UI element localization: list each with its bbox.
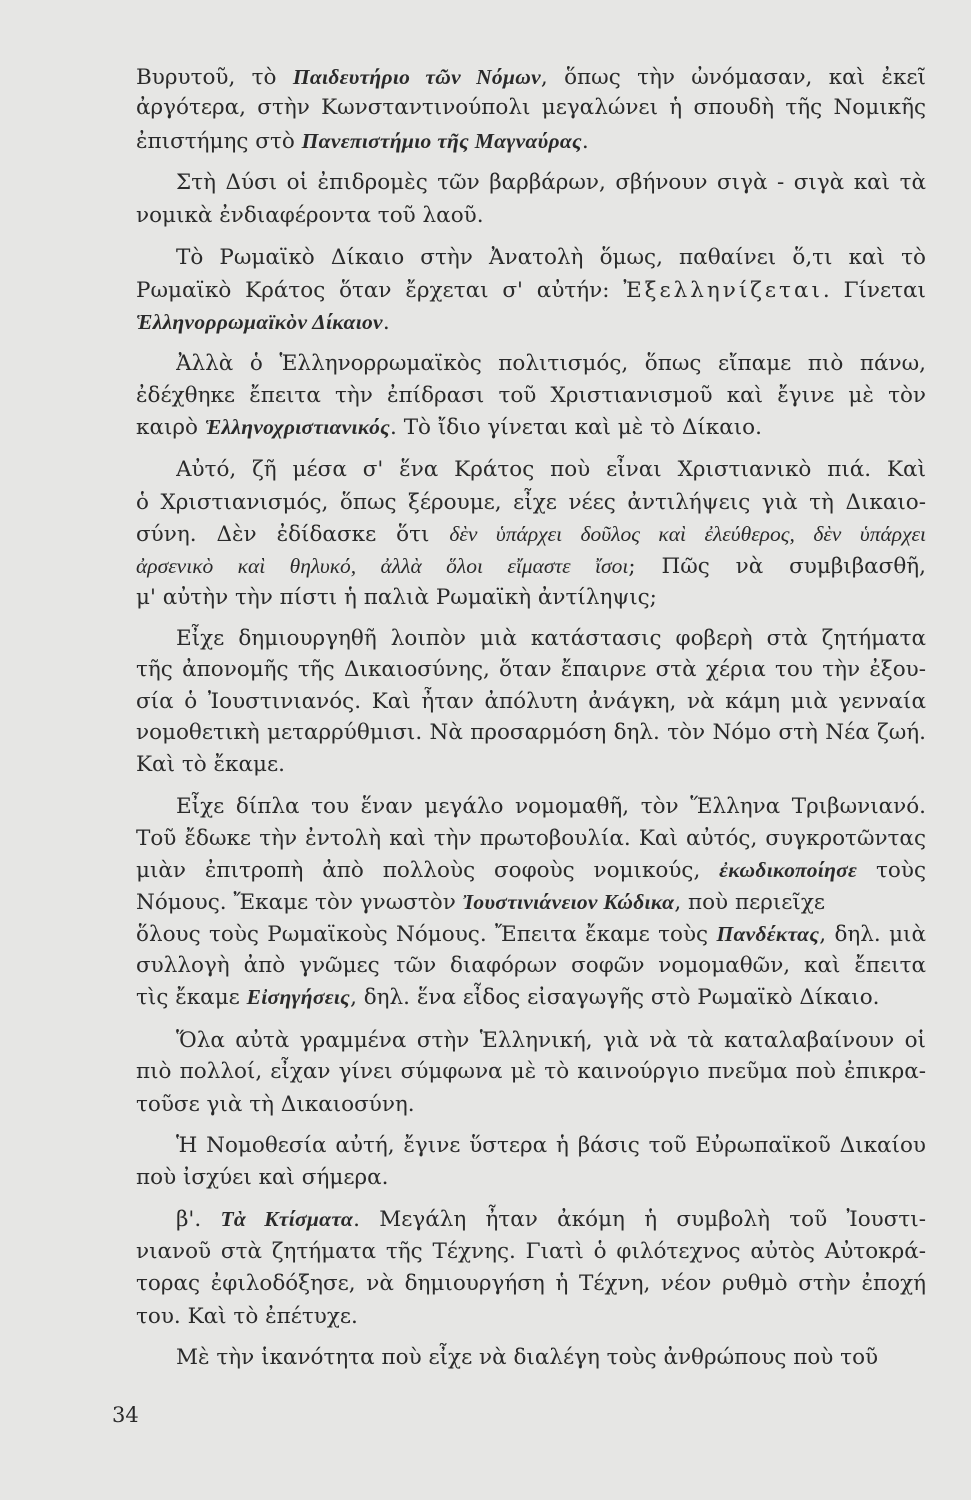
text-line <box>176 624 926 654</box>
text-segment: συλλογὴ ἀπὸ γνῶμες τῶν διαφόρων σοφῶν νομομαθῶν, καὶ ἔπειτα <box>136 953 926 978</box>
text-segment: νιανοῦ στὰ ζητήματα τῆς Τέχνης. Γιατὶ ὁ φιλότεχνος αὐτὸς Αὐτοκρά- <box>136 1239 926 1264</box>
text-line <box>136 1057 926 1087</box>
text-line <box>136 583 926 613</box>
text-segment: , ὅπως τὴν ὠνόμασαν, καὶ ἐκεῖ <box>540 65 926 90</box>
emphasized-text: ἐκωδικοποίησε <box>719 858 858 882</box>
text-line <box>136 551 926 582</box>
text-segment: Ἡ Νομοθεσία αὐτή, ἔγινε ὕστερα ἡ βάσις τοῦ Εὐρωπαϊκοῦ Δικαίου <box>176 1133 926 1158</box>
text-segment: ἐπιστήμης στὸ <box>136 129 302 154</box>
emphasized-text: Ἰουστινιάνειον Κώδικα <box>462 890 675 914</box>
text-line <box>136 887 926 918</box>
text-segment: Καὶ τὸ ἔκαμε. <box>136 752 285 777</box>
text-line <box>136 381 926 411</box>
text-segment: ; Πῶς νὰ συμβιβασθῆ, <box>628 554 926 579</box>
text-segment: νομοθετικὴ μεταρρύθμισι. Νὰ προσαρμόση δηλ. τὸν Νόμο στὴ Νέα ζωή. <box>136 720 926 745</box>
text-line <box>136 276 926 306</box>
text-segment: , ποὺ περιεῖχε <box>674 890 826 915</box>
text-segment: ὁ Χριστιανισμός, ὅπως ξέρουμε, εἶχε νέες ἀντιλήψεις γιὰ τὴ Δικαιο- <box>136 490 926 515</box>
text-segment: τῆς ἀπονομῆς τῆς Δικαιοσύνης, ὅταν ἔπαιρνε στὰ χέρια του τὴν ἐξου- <box>136 657 926 682</box>
text-line <box>136 307 926 338</box>
text-line <box>136 412 926 443</box>
text-segment: Ρωμαϊκὸ Κράτος ὅταν ἔρχεται σ' αὐτήν: <box>136 278 624 303</box>
text-line <box>136 1090 926 1120</box>
text-line <box>136 951 926 981</box>
emphasized-text: Εἰσηγήσεις <box>246 985 351 1009</box>
text-segment: τορας ἐφιλοδόξησε, νὰ δημιουργήση ἡ Τέχνη, νέον ρυθμὸ στὴν ἐποχή <box>136 1271 926 1296</box>
emphasized-text: Ἑλληνοχριστιανικός <box>204 415 391 439</box>
text-line <box>136 519 926 550</box>
emphasized-text: δὲν ὑπάρχει δοῦλος καὶ ἐλεύθερος, δὲν ὑπάρχει <box>449 522 926 546</box>
text-segment: νομικὰ ἐνδιαφέροντα τοῦ λαοῦ. <box>136 203 484 228</box>
text-segment: μιὰν ἐπιτροπὴ ἀπὸ πολλοὺς σοφοὺς νομικούς, <box>136 858 720 883</box>
text-segment: μ' αὐτὴν τὴν πίστι ἡ παλιὰ Ρωμαϊκὴ ἀντίληψις; <box>136 585 657 610</box>
text-segment: Εἶχε δίπλα του ἕναν μεγάλο νομομαθῆ, τὸν Ἕλληνα Τριβωνιανό. <box>176 794 926 819</box>
text-segment: Στὴ Δύσι οἱ ἐπιδρομὲς τῶν βαρβάρων, σβήνουν σιγὰ - σιγὰ καὶ τὰ <box>176 170 926 195</box>
text-line <box>136 1237 926 1267</box>
text-segment: πιὸ πολλοί, εἶχαν γίνει σύμφωνα μὲ τὸ καινούργιο πνεῦμα ποὺ ἐπικρα- <box>136 1059 926 1084</box>
text-line <box>176 168 926 198</box>
text-line <box>136 687 926 717</box>
text-line <box>136 750 926 780</box>
text-segment: ἐδέχθηκε ἔπειτα τὴν ἐπίδρασι τοῦ Χριστιανισμοῦ καὶ ἔγινε μὲ τὸν <box>136 383 926 408</box>
emphasized-text: Ἐξελληνίζεται <box>623 278 823 303</box>
text-line <box>136 919 926 950</box>
text-line <box>176 455 926 485</box>
text-segment: καιρὸ <box>136 415 205 440</box>
text-segment: Ἀλλὰ ὁ Ἑλληνορρωμαϊκὸς πολιτισμός, ὅπως εἴπαμε πιὸ πάνω, <box>176 351 926 376</box>
text-line <box>136 93 926 123</box>
text-segment: β'. <box>176 1207 221 1232</box>
emphasized-text: ἀρσενικὸ καὶ θηλυκό, ἀλλὰ ὅλοι εἴμαστε ἴσοι <box>136 554 629 578</box>
text-line <box>176 792 926 822</box>
text-segment: ποὺ ἰσχύει καὶ σήμερα. <box>136 1165 389 1190</box>
text-line <box>136 1302 926 1332</box>
text-line <box>176 1026 926 1056</box>
text-line <box>136 488 926 518</box>
text-segment: του. Καὶ τὸ ἐπέτυχε. <box>136 1304 358 1329</box>
emphasized-text: Πανδέκτας <box>716 922 820 946</box>
text-line <box>176 1343 926 1373</box>
text-line <box>136 1269 926 1299</box>
text-segment: . <box>581 129 589 154</box>
text-segment: σία ὁ Ἰουστινιανός. Καὶ ἦταν ἀπόλυτη ἀνάγκη, νὰ κάμη μιὰ γενναία <box>136 689 926 714</box>
text-segment: . Γίνεται <box>822 278 926 303</box>
text-segment: τοῦσε γιὰ τὴ Δικαιοσύνη. <box>136 1092 415 1117</box>
text-segment: Τοῦ ἔδωκε τὴν ἐντολὴ καὶ τὴν πρωτοβουλία. Καὶ αὐτός, συγκροτῶντας <box>136 826 926 851</box>
page-number: 34 <box>112 1403 139 1427</box>
text-segment: . Μεγάλη ἦταν ἀκόμη ἡ συμβολὴ τοῦ Ἰουστι- <box>353 1207 926 1232</box>
text-segment: Τὸ Ρωμαϊκὸ Δίκαιο στὴν Ἀνατολὴ ὅμως, παθαίνει ὅ,τι καὶ τὸ <box>176 245 926 270</box>
text-segment: Βυρυτοῦ, τὸ <box>136 65 293 90</box>
text-segment: . Τὸ ἴδιο γίνεται καὶ μὲ τὸ Δίκαιο. <box>390 415 762 440</box>
text-segment: . <box>382 310 390 335</box>
text-line <box>136 62 926 93</box>
text-line <box>176 349 926 379</box>
text-line <box>136 126 926 157</box>
emphasized-text: Παιδευτήριο τῶν Νόμων <box>292 65 541 89</box>
text-line <box>136 655 926 685</box>
text-line <box>176 243 926 273</box>
text-segment: Μὲ τὴν ἱκανότητα ποὺ εἶχε νὰ διαλέγη τοὺς ἀνθρώπους ποὺ τοῦ <box>176 1345 879 1370</box>
text-segment: Αὐτό, ζῆ μέσα σ' ἕνα Κράτος ποὺ εἶναι Χριστιανικὸ πιά. Καὶ <box>176 457 926 482</box>
text-line <box>136 824 926 854</box>
text-segment: , δηλ. μιὰ <box>819 922 926 947</box>
text-segment: Εἶχε δημιουργηθῆ λοιπὸν μιὰ κατάστασις φοβερὴ στὰ ζητήματα <box>176 626 926 651</box>
text-segment: , δηλ. ἕνα εἶδος εἰσαγωγῆς στὸ Ρωμαϊκὸ Δίκαιο. <box>350 985 880 1010</box>
text-line <box>176 1131 926 1161</box>
text-segment: ὅλους τοὺς Ρωμαϊκοὺς Νόμους. Ἔπειτα ἔκαμε τοὺς <box>136 922 717 947</box>
emphasized-text: Τὰ Κτίσματα <box>220 1207 354 1231</box>
text-line <box>136 855 926 886</box>
emphasized-text: Πανεπιστήμιο τῆς Μαγναύρας <box>301 129 582 153</box>
text-segment: Ὅλα αὐτὰ γραμμένα στὴν Ἑλληνική, γιὰ νὰ τὰ καταλαβαίνουν οἱ <box>176 1028 926 1053</box>
text-line <box>176 1204 926 1235</box>
text-segment: ἀργότερα, στὴν Κωνσταντινούπολι μεγαλώνει ἡ σπουδὴ τῆς Νομικῆς <box>136 95 926 120</box>
text-line <box>136 718 926 748</box>
text-segment: τὶς ἔκαμε <box>136 985 247 1010</box>
text-segment: σύνη. Δὲν ἐδίδασκε ὅτι <box>136 522 450 547</box>
text-segment: Νόμους. Ἔκαμε τὸν γνωστὸν <box>136 890 463 915</box>
text-line <box>136 1163 926 1193</box>
emphasized-text: Ἑλληνορρωμαϊκὸν Δίκαιον <box>136 310 383 334</box>
text-line <box>136 982 926 1013</box>
text-segment: τοὺς <box>857 858 926 883</box>
text-line <box>136 201 926 231</box>
